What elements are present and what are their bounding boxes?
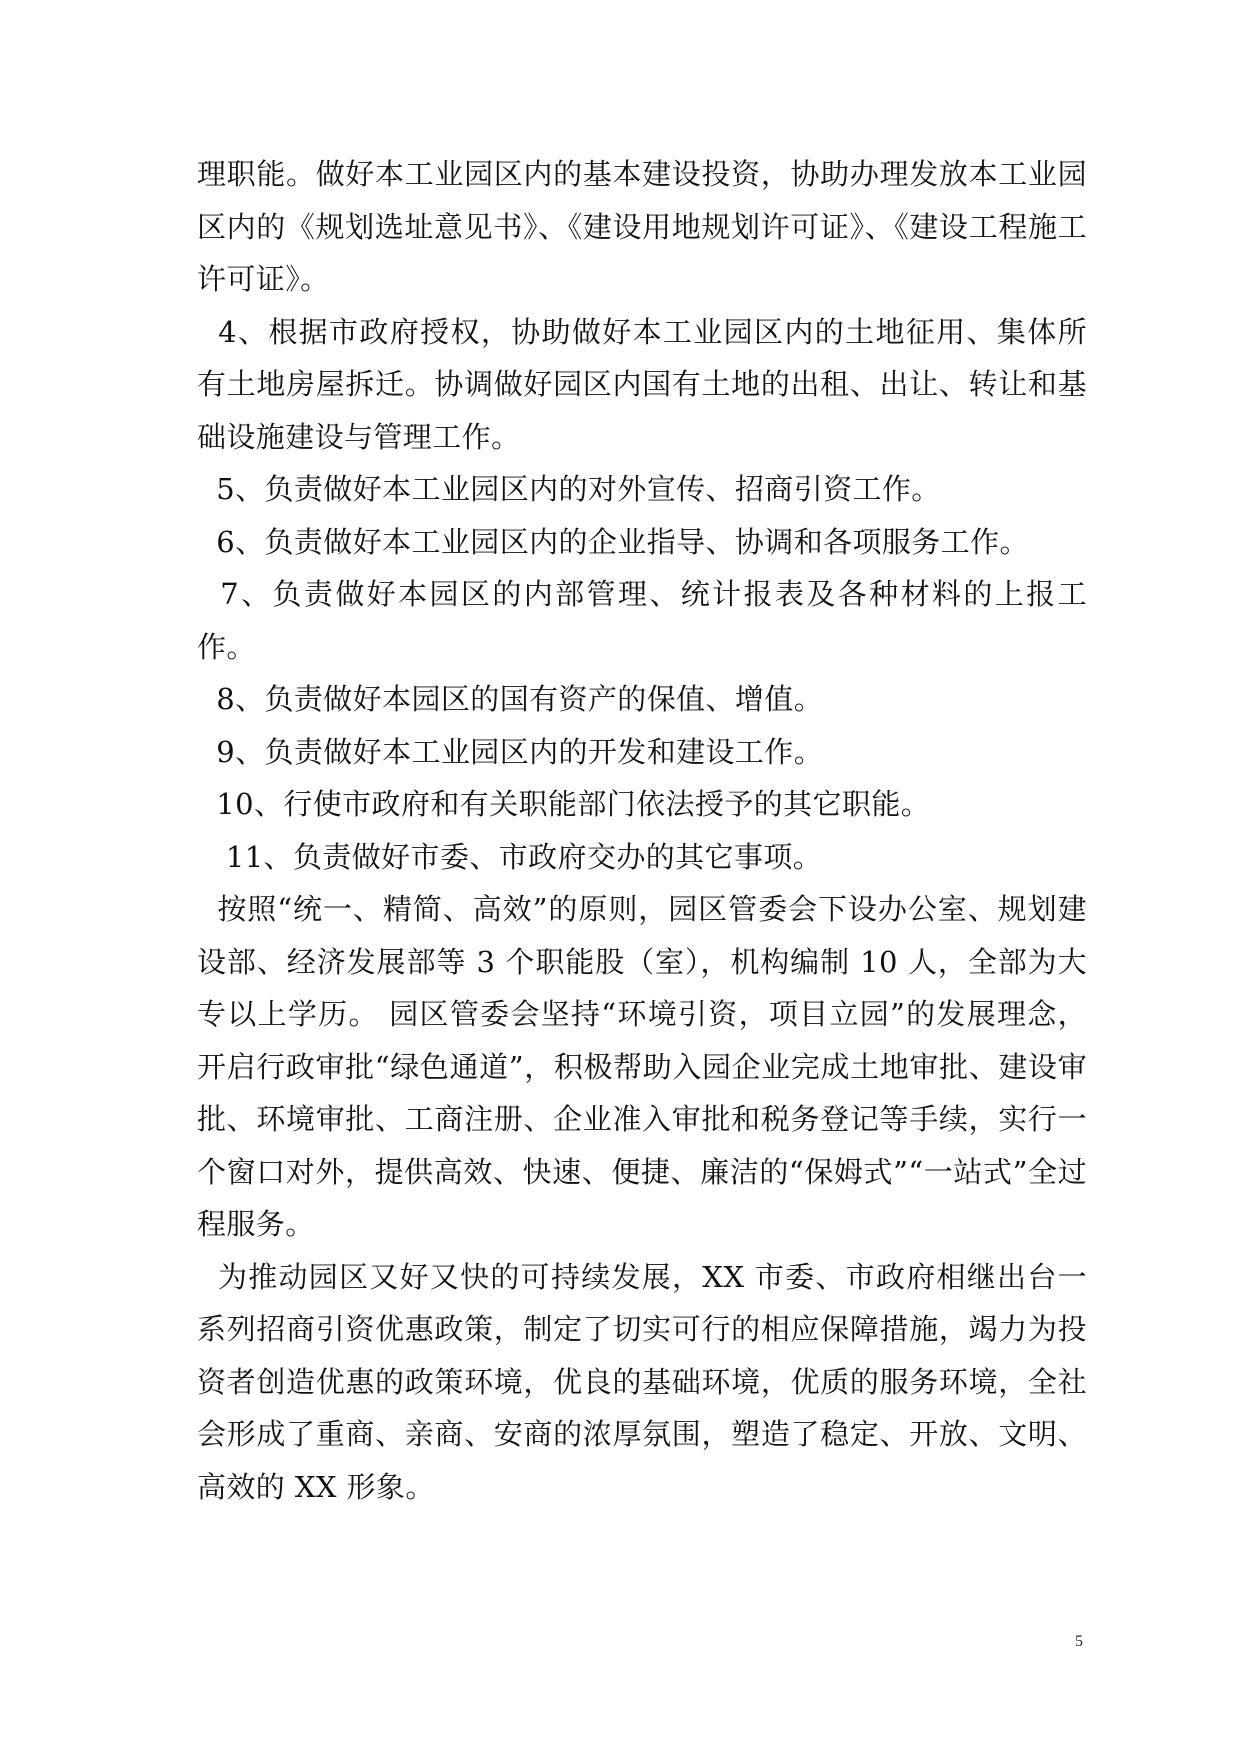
paragraph-organization: 按照“统一、精简、高效”的原则，园区管委会下设办公室、规划建设部、经济发展部等 3 个职能股（室），机构编制 10 人，全部为大专以上学历。 园区管委会坚持“环境引资，项目立园”的发展理念，开启行政审批“绿色通道”，积极帮助入园企业完成土地审批、建设审批、环境审批、工商注册、企业准入审批和税务登记等手续，实行一个窗口对外，提供高效、快速、便捷、廉洁的“保姆式”“一站式”全过程服务。 bbox=[197, 892, 1087, 1241]
paragraph-item-10: 10、行使市政府和有关职能部门依法授予的其它职能。 bbox=[197, 787, 931, 821]
paragraph-item-11: 11、负责做好市委、市政府交办的其它事项。 bbox=[197, 839, 823, 874]
paragraph-duties-continued: 理职能。做好本工业园区内的基本建设投资，协助办理发放本工业园区内的《规划选址意见书》、《建设用地规划许可证》、《建设工程施工许可证》。 bbox=[197, 157, 1087, 296]
paragraph-item-4: 4、根据市政府授权，协助做好本工业园区内的土地征用、集体所有土地房屋拆迁。协调做好园区内国有土地的出租、出让、转让和基础设施建设与管理工作。 bbox=[197, 314, 1087, 454]
paragraph-item-6: 6、负责做好本工业园区内的企业指导、协调和各项服务工作。 bbox=[197, 524, 1029, 559]
paragraph-item-9: 9、负责做好本工业园区内的开发和建设工作。 bbox=[197, 734, 824, 769]
document-body bbox=[197, 148, 1087, 1513]
paragraph-item-8: 8、负责做好本园区的国有资产的保值、增值。 bbox=[197, 682, 824, 716]
paragraph-development: 为推动园区又好又快的可持续发展，XX 市委、市政府相继出台一系列招商引资优惠政策，制定了切实可行的相应保障措施，竭力为投资者创造优惠的政策环境，优良的基础环境，优质的服务环境，全社会形成了重商、亲商、安商的浓厚氛围，塑造了稳定、开放、文明、高效的 XX 形象。 bbox=[197, 1259, 1087, 1504]
paragraph-item-5: 5、负责做好本工业园区内的对外宣传、招商引资工作。 bbox=[197, 472, 941, 506]
page-number: 5 bbox=[1075, 1633, 1083, 1650]
paragraph-item-7: 7、负责做好本园区的内部管理、统计报表及各种材料的上报工作。 bbox=[197, 577, 1087, 664]
